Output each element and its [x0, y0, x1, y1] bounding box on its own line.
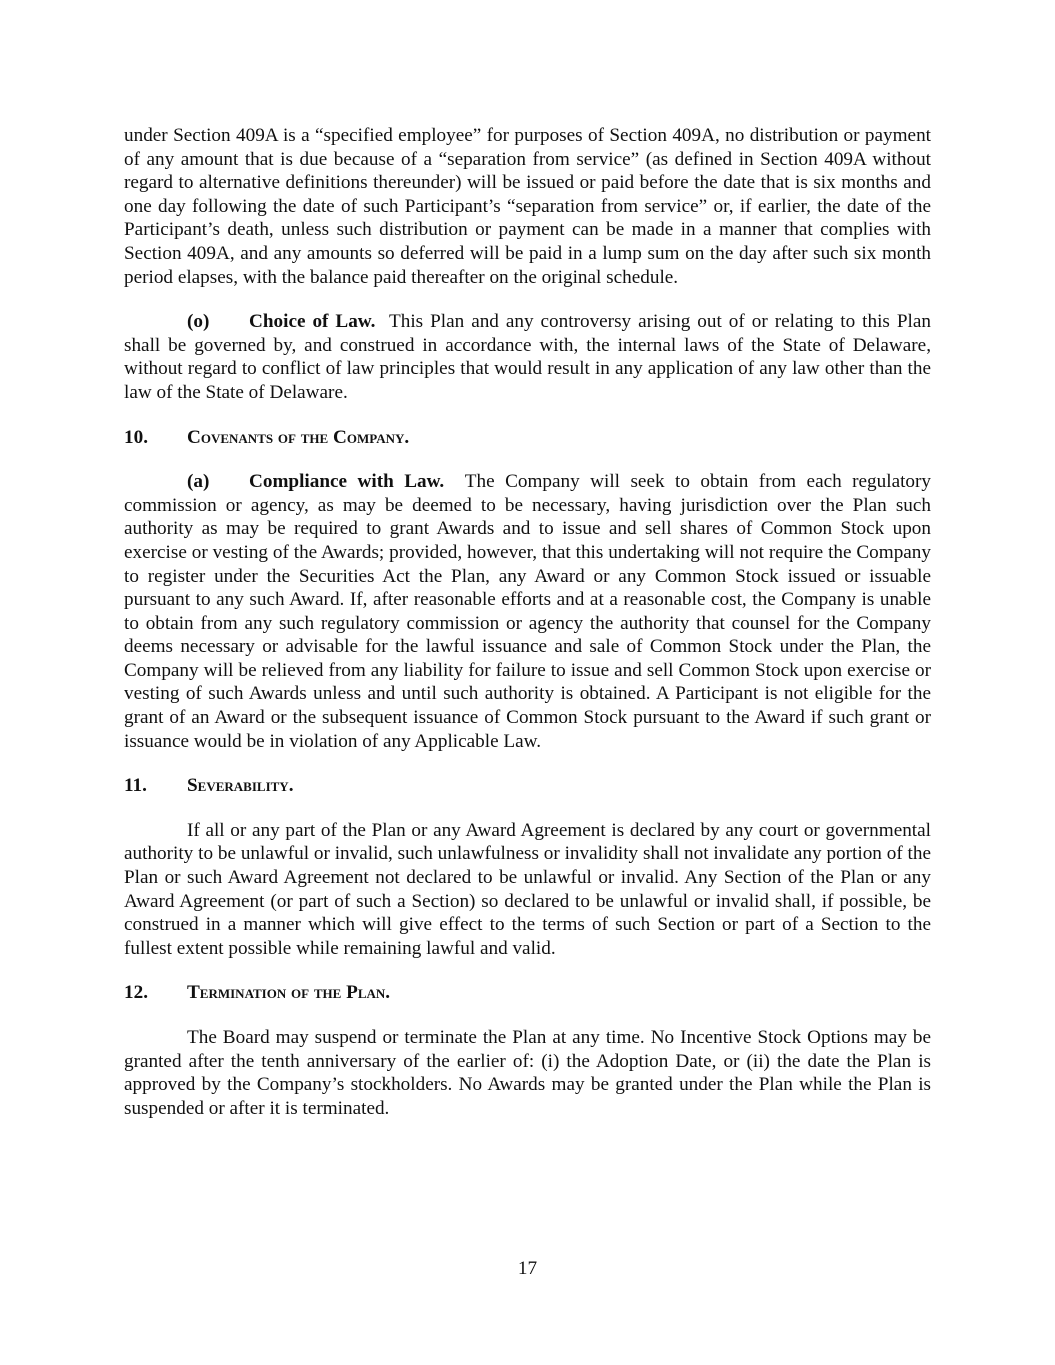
section-number: 11.: [124, 775, 147, 797]
section-heading-severability: [124, 774, 931, 798]
document-page: [124, 124, 931, 1141]
section-title: Severability.: [187, 775, 294, 797]
subsection-number: (a): [187, 471, 210, 493]
severability-paragraph: If all or any part of the Plan or any Award Agreement is declared by any court or governmental authority to be unlawful or invalid, such unlawfulness or invalidity shall not invalidate any portion of the Plan or such Award Agreement not declared to be unlawful or invalid. Any Section of the Plan or any Award Agreement (or part of such a Section) so declared to be unlawful or invalid shall, if possible, be construed in a manner which will give effect to the terms of such Section or part of a Section to the fullest extent possible while remaining lawful and valid.: [124, 819, 931, 959]
section-heading-termination: [124, 981, 931, 1005]
page-number: 17: [517, 1258, 538, 1279]
section-number: 10.: [124, 426, 148, 448]
continuation-paragraph: under Section 409A is a “specified employee” for purposes of Section 409A, no distribution or payment of any amount that is due because of a “separation from service” (as defined in Section 409A without regard to alternative definitions thereunder) will be issued or paid before the date that is six months and one day following the date of such Participant’s “separation from service” or, if earlier, the date of the Participant’s death, unless such distribution or payment can be made in a manner that complies with Section 409A, and any amounts so deferred will be paid in a lump sum on the day after such six month period elapses, with the balance paid thereafter on the original schedule.: [124, 125, 931, 288]
subsection-text: The Company will seek to obtain from each regulatory commission or agency, as may be deemed to be necessary, having jurisdiction over the Plan such authority as may be required to grant Awards and to issue and sell shares of Common Stock upon exercise or vesting of the Awards; provided, however, that this undertaking will not require the Company to register under the Securities Act the Plan, any Award or any Common Stock issued or issuable pursuant to any such Award. If, after reasonable efforts and at a reasonable cost, the Company is unable to obtain from any such regulatory commission or agency the authority that counsel for the Company deems necessary or advisable for the lawful issuance and sale of Common Stock under the Plan, the Company will be relieved from any liability for failure to issue and sell Common Stock upon exercise or vesting of such Awards unless and until such authority is obtained. A Participant is not eligible for the grant of an Award or the subsequent issuance of Common Stock pursuant to the Award if such grant or issuance would be in violation of any Applicable Law.: [124, 471, 932, 752]
subsection-title: Choice of Law.: [249, 311, 376, 333]
subsection-number: (o): [187, 311, 210, 333]
termination-paragraph: The Board may suspend or terminate the Plan at any time. No Incentive Stock Options may be granted after the tenth anniversary of the earlier of: (i) the Adoption Date, or (ii) the date the Plan is approved by the Company’s stockholders. No Awards may be granted under the Plan while the Plan is suspended or after it is terminated.: [124, 1027, 931, 1119]
subsection-choice-of-law: [124, 310, 931, 404]
subsection-title: Compliance with Law.: [249, 471, 445, 493]
section-number: 12.: [124, 982, 148, 1004]
subsection-text: This Plan and any controversy arising out of or relating to this Plan shall be governed by, and construed in accordance with, the internal laws of the State of Delaware, without regard to conflict of law principles that would result in any application of any law other than the law of the State of Delaware.: [124, 311, 931, 403]
section-title: Covenants of the Company.: [187, 426, 410, 448]
subsection-compliance-with-law: [124, 470, 931, 753]
section-title: Termination of the Plan.: [187, 982, 391, 1004]
section-heading-covenants: [124, 426, 931, 450]
